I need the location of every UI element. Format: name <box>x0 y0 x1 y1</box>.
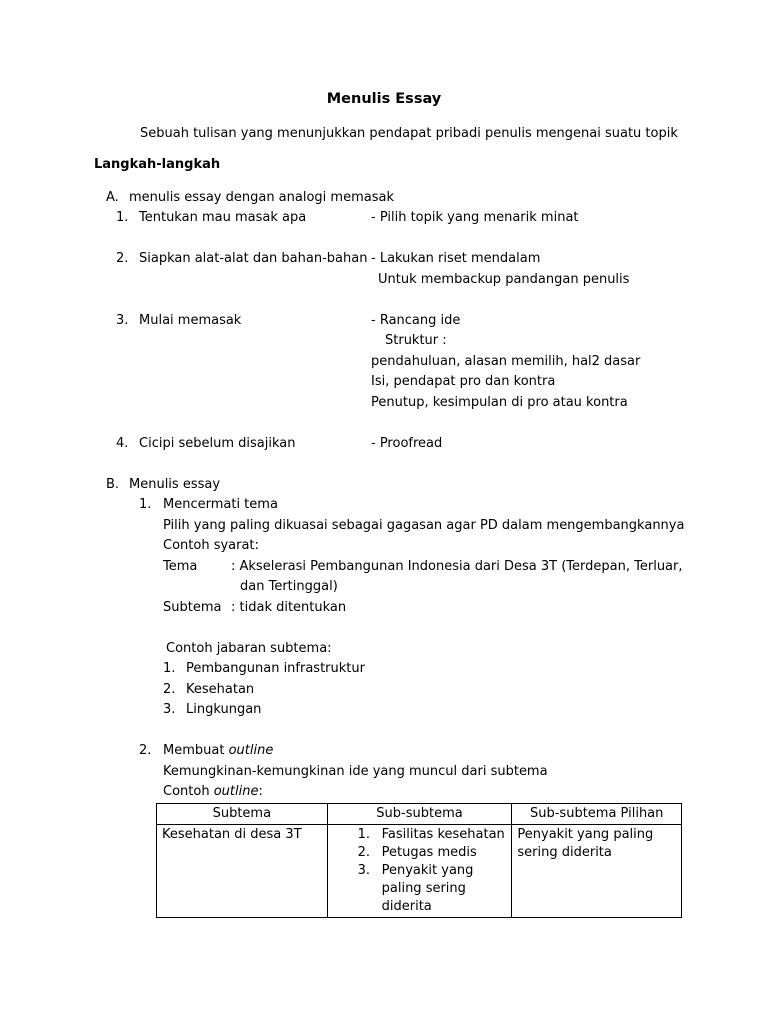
contoh-outline-label: Contoh outline: <box>163 784 263 799</box>
subtitle: Sebuah tulisan yang menunjukkan pendapat pribadi penulis mengenai suatu topik <box>140 126 678 141</box>
table-row <box>157 825 682 918</box>
outline-table <box>156 803 682 918</box>
table-header-sub-subtema: Sub-subtema <box>327 804 512 825</box>
section-a-heading: menulis essay dengan analogi memasak <box>129 190 394 205</box>
page-title: Menulis Essay <box>326 91 442 107</box>
a-item-3-structure-label: Struktur : <box>385 333 447 348</box>
a-item-1-label: Tentukan mau masak apa <box>139 210 307 225</box>
jabaran-item-1: Pembangunan infrastruktur <box>186 661 365 676</box>
jabaran-heading: Contoh jabaran subtema: <box>166 641 332 656</box>
a-item-3-structure-line-1: pendahuluan, alasan memilih, hal2 dasar <box>371 354 641 369</box>
a-item-4-note: - Proofread <box>371 436 443 451</box>
list-item: 2. Petugas medis <box>357 845 477 860</box>
a-item-1-number: 1. <box>116 210 129 225</box>
a-item-2-note: - Lakukan riset mendalam <box>371 251 541 266</box>
section-b-heading: Menulis essay <box>129 477 221 492</box>
b-item-2-heading: Membuat outline <box>163 743 274 758</box>
a-item-3-note: - Rancang ide <box>371 313 461 328</box>
a-item-4-label: Cicipi sebelum disajikan <box>139 436 296 451</box>
jabaran-item-3-number: 3. <box>163 702 176 717</box>
b-item-2-number: 2. <box>139 743 152 758</box>
a-item-2-number: 2. <box>116 251 129 266</box>
table-cell-subtema: Kesehatan di desa 3T <box>157 825 328 918</box>
a-item-2-note-line-2: Untuk membackup pandangan penulis <box>378 272 630 287</box>
table-cell-pilihan: Penyakit yang paling sering diderita <box>512 825 682 918</box>
section-a-marker: A. <box>106 190 119 205</box>
list-item: 1. Fasilitas kesehatan <box>357 827 505 842</box>
jabaran-item-2: Kesehatan <box>186 682 255 697</box>
table-header-pilihan: Sub-subtema Pilihan <box>512 804 682 825</box>
subtema-value: : tidak ditentukan <box>231 600 347 615</box>
list-item: 3. Penyakit yang paling sering diderita <box>357 863 474 914</box>
a-item-2-label: Siapkan alat-alat dan bahan-bahan <box>139 251 368 266</box>
section-b-marker: B. <box>106 477 120 492</box>
b-item-2-description: Kemungkinan-kemungkinan ide yang muncul dari subtema <box>163 764 548 779</box>
b-item-1-description: Pilih yang paling dikuasai sebagai gagasan agar PD dalam mengembangkannya <box>163 518 685 533</box>
b-item-1-heading: Mencermati tema <box>163 497 278 512</box>
a-item-3-structure-line-3: Penutup, kesimpulan di pro atau kontra <box>371 395 628 410</box>
sub-subtema-list <box>358 826 507 916</box>
table-cell-sub-subtema <box>327 825 512 918</box>
a-item-1-note: - Pilih topik yang menarik minat <box>371 210 579 225</box>
a-item-3-structure-line-2: Isi, pendapat pro dan kontra <box>371 374 556 389</box>
tema-label: Tema <box>163 559 198 574</box>
tema-value-line-2: dan Tertinggal) <box>240 579 338 594</box>
a-item-3-number: 3. <box>116 313 129 328</box>
a-item-4-number: 4. <box>116 436 129 451</box>
jabaran-item-3: Lingkungan <box>186 702 262 717</box>
jabaran-item-2-number: 2. <box>163 682 176 697</box>
tema-value: : Akselerasi Pembangunan Indonesia dari Desa 3T (Terdepan, Terluar, <box>231 559 683 574</box>
b-item-1-number: 1. <box>139 497 152 512</box>
table-header-row <box>157 804 682 825</box>
table-header-subtema: Subtema <box>157 804 328 825</box>
jabaran-item-1-number: 1. <box>163 661 176 676</box>
steps-heading: Langkah-langkah <box>94 157 221 172</box>
contoh-syarat-label: Contoh syarat: <box>163 538 259 553</box>
a-item-3-label: Mulai memasak <box>139 313 242 328</box>
subtema-label: Subtema <box>163 600 222 615</box>
